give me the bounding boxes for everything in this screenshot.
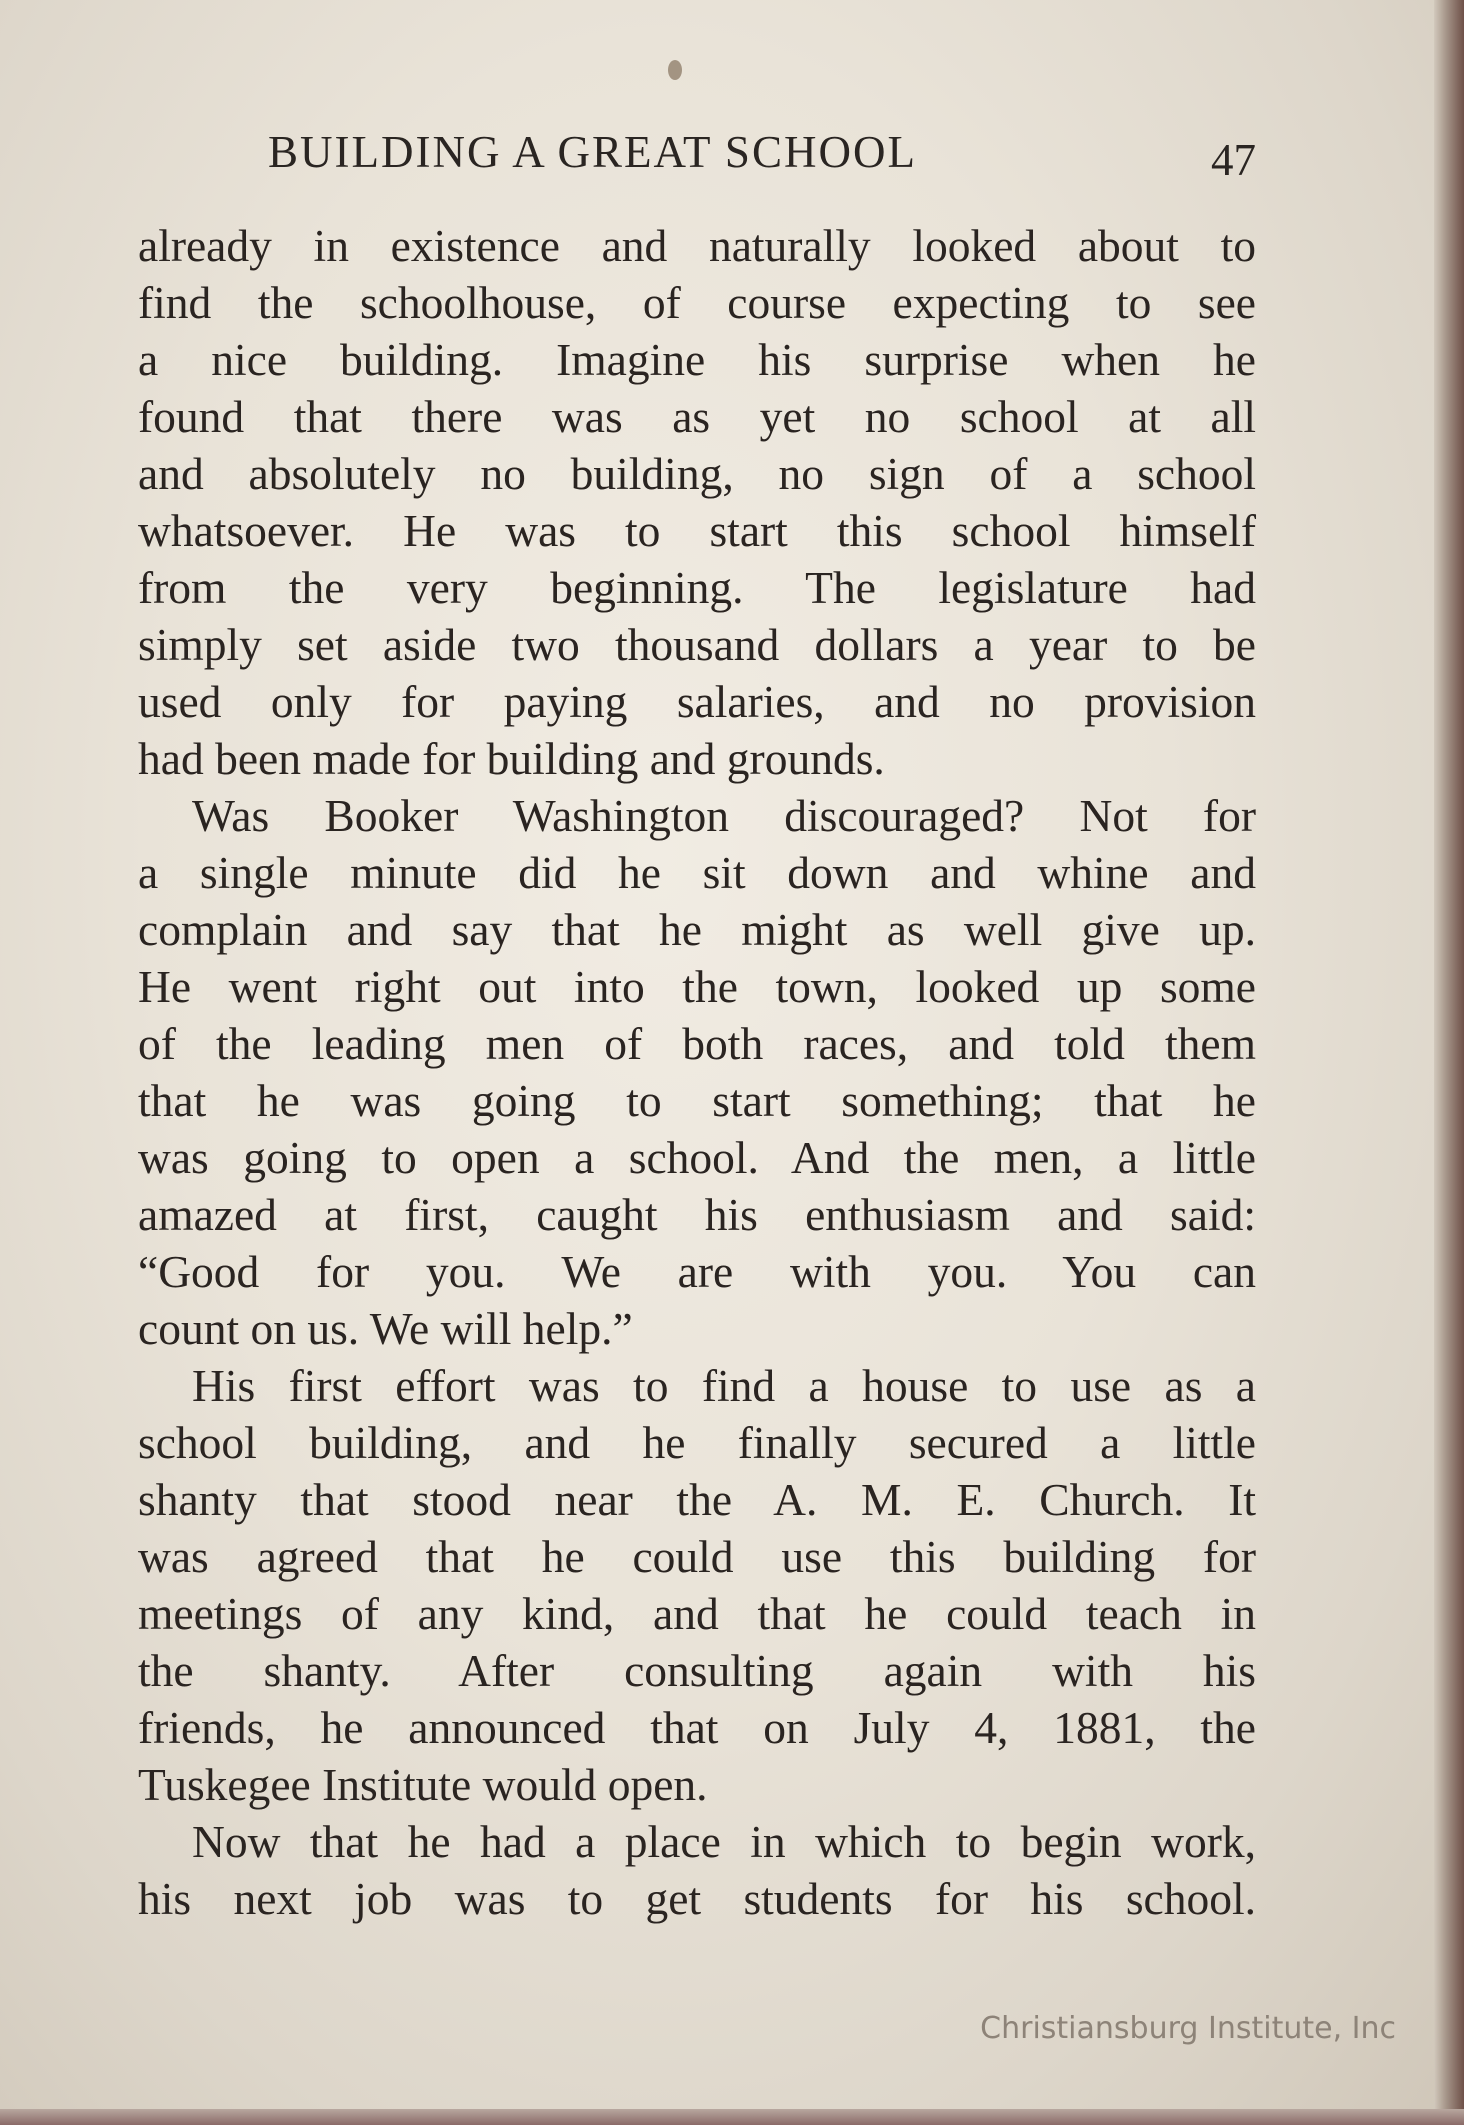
text-line: a single minute did he sit down and whine and [138,847,1256,898]
text-line: and absolutely no building, no sign of a school [138,448,1256,499]
text-line: the shanty. After consulting again with his [138,1645,1256,1696]
text-line: from the very beginning. The legislature had [138,562,1256,613]
page-bottom-edge [0,2109,1464,2125]
watermark: Christiansburg Institute, Inc [980,2011,1396,2046]
text-line: of the leading men of both races, and told them [138,1018,1256,1069]
text-line: meetings of any kind, and that he could teach in [138,1588,1256,1639]
running-title: BUILDING A GREAT SCHOOL [268,127,917,177]
text-line: He went right out into the town, looked up some [138,961,1256,1012]
text-line: was agreed that he could use this building for [138,1531,1256,1582]
text-line: Tuskegee Institute would open. [138,1759,708,1810]
page-number: 47 [1211,135,1256,185]
running-head [138,120,1256,185]
text-line: already in existence and naturally looked about to [138,220,1256,271]
text-line: was going to open a school. And the men, a little [138,1132,1256,1183]
text-line: school building, and he finally secured a little [138,1417,1256,1468]
page-binding-edge [1434,0,1464,2125]
text-line: friends, he announced that on July 4, 1881, the [138,1702,1256,1753]
text-line: had been made for building and grounds. [138,733,885,784]
text-line: Was Booker Washington discouraged? Not for [192,790,1256,841]
body-text [138,217,1256,1927]
text-line: count on us. We will help.” [138,1303,633,1354]
text-line: found that there was as yet no school at all [138,391,1256,442]
text-line: whatsoever. He was to start this school himself [138,505,1256,556]
text-line: a nice building. Imagine his surprise when he [138,334,1256,385]
text-line: that he was going to start something; that he [138,1075,1256,1126]
text-line: simply set aside two thousand dollars a year to be [138,619,1256,670]
text-line: used only for paying salaries, and no provision [138,676,1256,727]
text-line: His first effort was to find a house to use as a [192,1360,1256,1411]
page-speck [668,60,682,80]
text-line: find the schoolhouse, of course expecting to see [138,277,1256,328]
text-line: shanty that stood near the A. M. E. Church. It [138,1474,1256,1525]
text-line: his next job was to get students for his school. [138,1873,1256,1924]
text-line: complain and say that he might as well give up. [138,904,1256,955]
text-line: “Good for you. We are with you. You can [138,1246,1256,1297]
text-line: Now that he had a place in which to begin work, [192,1816,1256,1867]
text-line: amazed at first, caught his enthusiasm and said: [138,1189,1256,1240]
